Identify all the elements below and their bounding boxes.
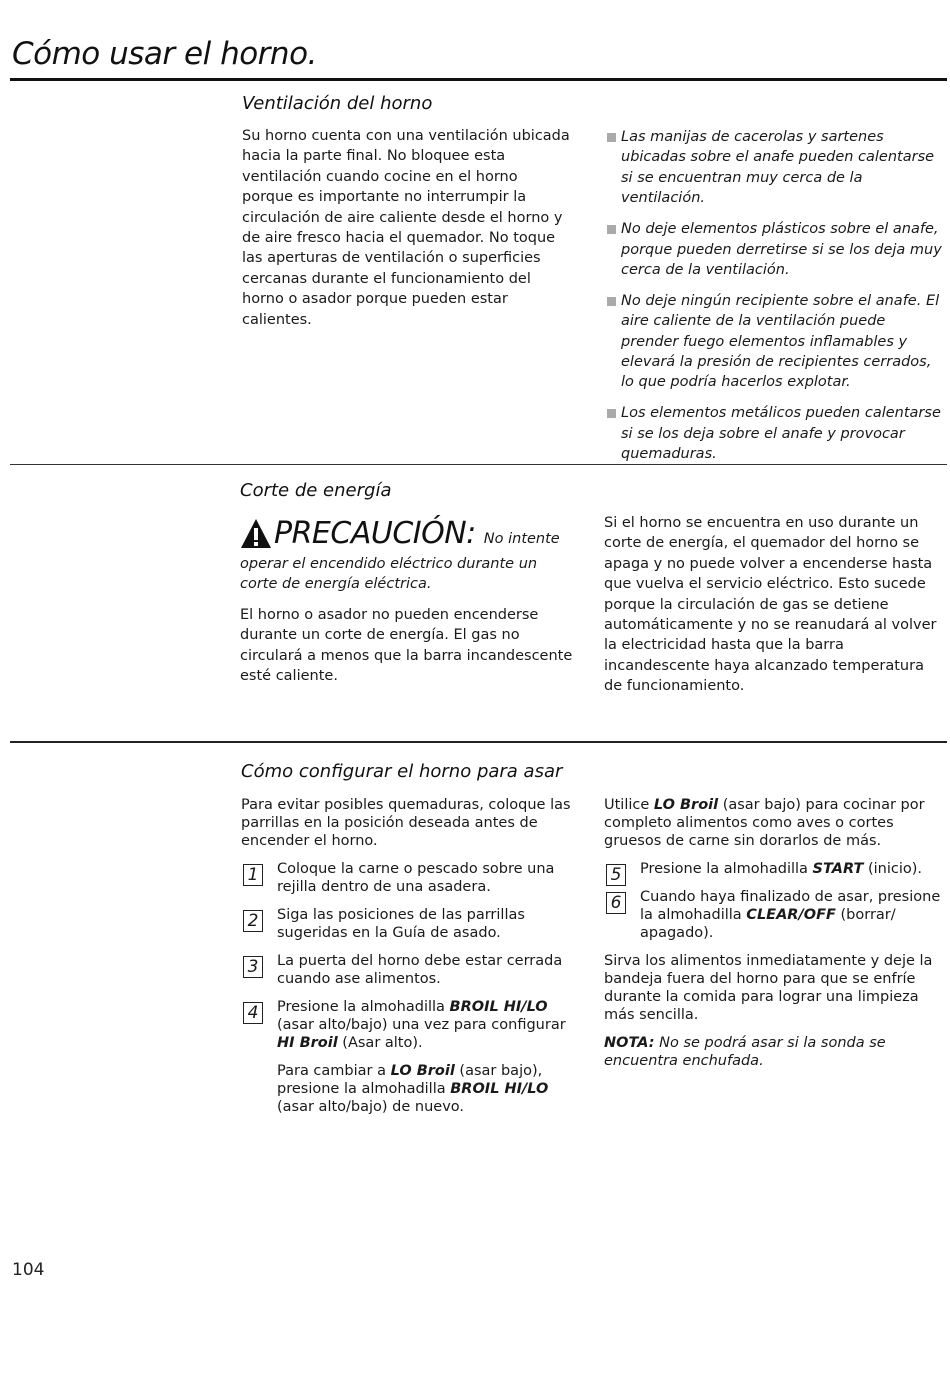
step-5: [604, 860, 946, 885]
step-number-box: 5: [606, 864, 626, 886]
step-3: [241, 952, 579, 988]
step-number-box: 2: [243, 910, 263, 932]
corte-right-body: Si el horno se encuentra en uso durante un corte de energía, el quemador del horno se apaga y no puede volver a encenderse hasta que vuelva el servicio eléctrico. Esto sucede porque la circulación de gas se detiene automáticamente y no se reanudará al volver la electricidad hasta que la barra incandescente haya alcanzado temperatura de funcionamiento.: [604, 515, 937, 695]
asar-left-column: [241, 796, 579, 1116]
warning-icon: [240, 518, 272, 550]
ventilacion-heading: Ventilación del horno: [242, 93, 433, 114]
step-text: La puerta del horno debe estar cerrada cuando ase alimentos.: [277, 953, 563, 987]
right-intro: [604, 796, 946, 850]
step-text: (Asar alto).: [337, 1035, 423, 1051]
bullet-square-icon: [607, 409, 616, 418]
page-number: 104: [12, 1260, 45, 1280]
bullet-square-icon: [607, 225, 616, 234]
note: [604, 1034, 946, 1070]
ventilacion-bullet-list: [605, 127, 943, 475]
step-1: [241, 860, 579, 896]
intro-text: (asar bajo) para cocinar por completo alimentos como aves o cortes gruesos de carne sin dorarlos de más.: [604, 797, 925, 849]
note-text: No se podrá asar si la sonda se encuentra enchufada.: [604, 1035, 886, 1069]
step-2: [241, 906, 579, 942]
key-label: START: [812, 861, 864, 877]
bullet-text: Las manijas de cacerolas y sartenes ubicadas sobre el anafe pueden calentarse si se encuentran muy cerca de la ventilación.: [621, 129, 935, 207]
corte-left-body: El horno o asador no pueden encenderse durante un corte de energía. El gas no circulará a menos que la barra incandescente esté caliente.: [240, 606, 573, 685]
note-label: NOTA:: [604, 1035, 655, 1051]
page-title: Cómo usar el horno.: [12, 36, 317, 72]
bullet-text: Los elementos metálicos pueden calentarse si se los deja sobre el anafe y provocar quemaduras.: [621, 405, 941, 463]
corte-heading: Corte de energía: [240, 480, 392, 501]
step-number-box: 4: [243, 1002, 263, 1024]
bullet-square-icon: [607, 133, 616, 142]
asar-intro: Para evitar posibles quemaduras, coloque las parrillas en la posición deseada antes de encender el horno.: [241, 797, 571, 849]
section-divider: [10, 741, 947, 743]
key-label: LO Broil: [653, 797, 719, 813]
step-4: [241, 998, 579, 1052]
asar-heading: Cómo configurar el horno para asar: [241, 761, 563, 782]
step-text: Presione la almohadilla: [640, 861, 813, 877]
step-text: Presione la almohadilla: [277, 999, 450, 1015]
bullet-text: No deje ningún recipiente sobre el anafe. El aire caliente de la ventilación puede prender fuego elementos inflamables y elevará la presión de recipientes cerrados, lo que podría hacerlos explotar.: [621, 292, 940, 391]
step-text: Cuando haya finalizado de asar, presione la almohadilla: [640, 889, 941, 923]
step-text: (inicio).: [863, 861, 923, 877]
list-item: [605, 219, 943, 280]
bullet-square-icon: [607, 297, 616, 306]
list-item: [605, 291, 943, 393]
asar-right-column: [604, 796, 946, 1070]
key-label: CLEAR/OFF: [746, 907, 836, 923]
caution-header: [240, 518, 578, 550]
caution-label: PRECAUCIÓN:: [274, 516, 476, 551]
ventilacion-body: Su horno cuenta con una ventilación ubicada hacia la parte final. No bloquee esta ventilación cuando cocine en el horno porque es importante no interrumpir la circulación de aire caliente desde el horno y de aire fresco hacia el quemador. No toque las aperturas de ventilación o superficies cercanas durante el funcionamiento del horno o asador porque pueden estar calientes.: [242, 128, 570, 328]
step-text: Para cambiar a: [277, 1063, 391, 1079]
key-label: BROIL HI/LO: [449, 999, 548, 1015]
key-label: LO Broil: [390, 1063, 455, 1079]
caution-start: No intente: [483, 531, 560, 547]
step-text: Coloque la carne o pescado sobre una rejilla dentro de una asadera.: [277, 861, 555, 895]
section-divider: [10, 464, 947, 465]
key-label: HI Broil: [277, 1035, 338, 1051]
step-number-box: 6: [606, 892, 626, 914]
title-rule: [10, 78, 947, 81]
bullet-text: No deje elementos plásticos sobre el anafe, porque pueden derretirse si se los deja muy cerca de la ventilación.: [621, 221, 942, 278]
step-text: (asar alto/bajo) de nuevo.: [277, 1099, 465, 1115]
caution-block: [240, 518, 578, 686]
step-text: (asar alto/bajo) una vez para configurar: [277, 1017, 566, 1033]
key-label: BROIL HI/LO: [450, 1081, 549, 1097]
step-4-extra: [241, 1062, 579, 1116]
step-number-box: 1: [243, 864, 263, 886]
step-number-box: 3: [243, 956, 263, 978]
step-text: Siga las posiciones de las parrillas sugeridas en la Guía de asado.: [277, 907, 525, 941]
step-text: (borrar/ apagado).: [640, 907, 896, 941]
intro-text: Utilice: [604, 797, 654, 813]
serve-text: Sirva los alimentos inmediatamente y deje la bandeja fuera del horno para que se enfríe durante la comida para lograr una limpieza más sencilla.: [604, 953, 933, 1023]
list-item: [605, 127, 943, 209]
step-text: (asar bajo), presione la almohadilla: [277, 1063, 543, 1097]
caution-text: operar el encendido eléctrico durante un corte de energía eléctrica.: [240, 556, 538, 593]
step-6: [604, 888, 946, 942]
list-item: [605, 403, 943, 464]
